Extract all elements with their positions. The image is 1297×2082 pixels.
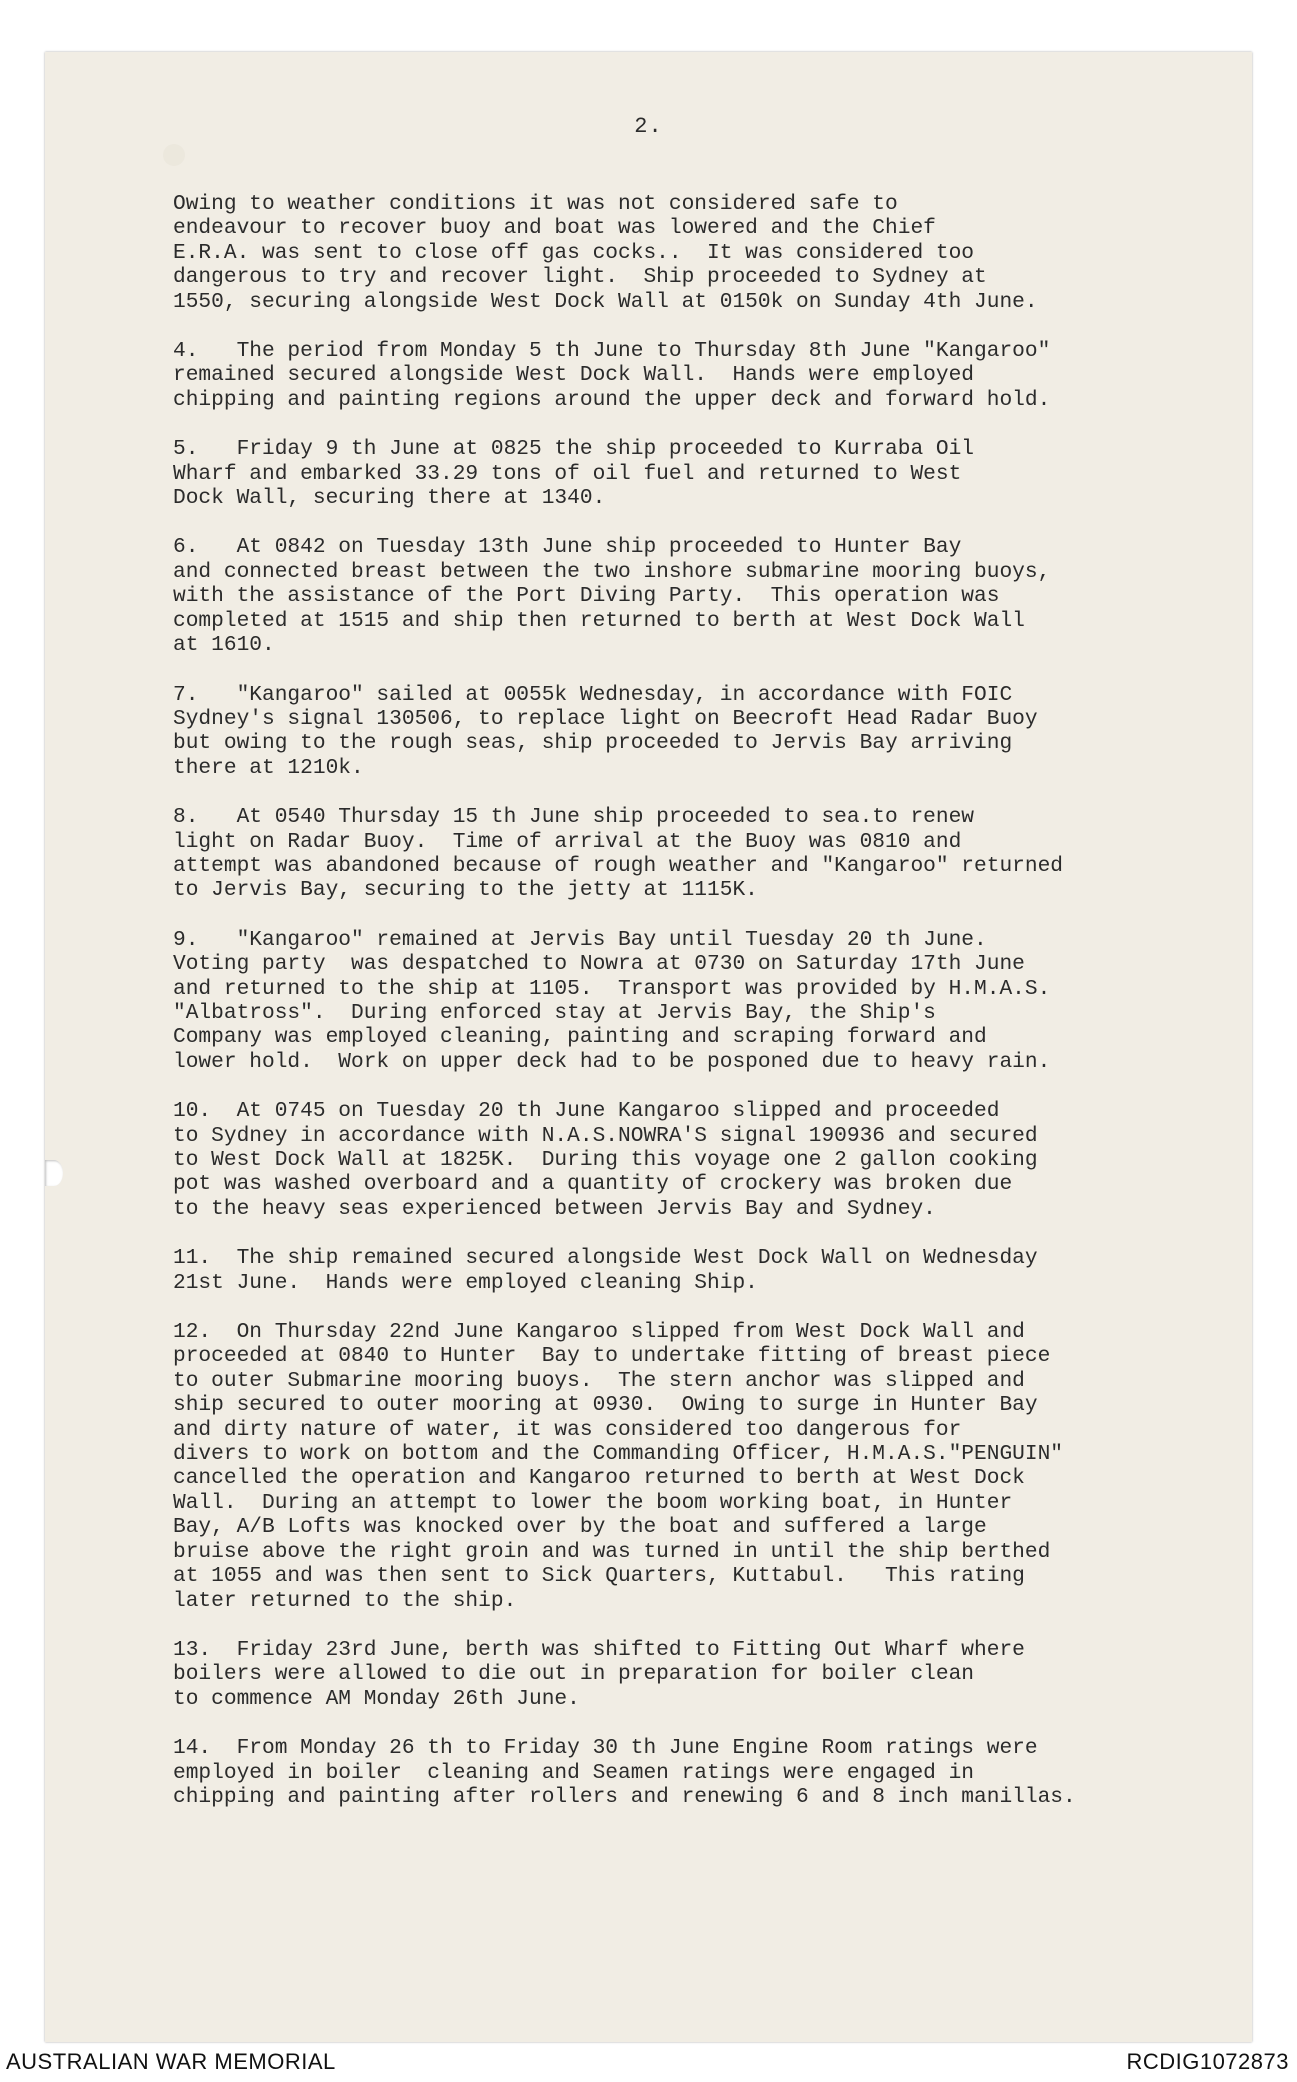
paragraph-11: 11. The ship remained secured alongside West Dock Wall on Wednesday 21st June. Hands were employed cleaning Ship.: [173, 1246, 1038, 1295]
paragraph-continuation: Owing to weather conditions it was not considered safe to endeavour to recover buoy and boat was lowered and the Chief E.R.A. was sent to close off gas cocks.. It was considered too dangerous to try and recover light. Ship proceeded to Sydney at 1550, securing alongside West Dock Wall at 0150k on Sunday 4th June.: [173, 192, 1038, 314]
document-page: [45, 52, 1252, 2042]
punch-hole: [45, 1160, 63, 1186]
paragraph-5: 5. Friday 9 th June at 0825 the ship proceeded to Kurraba Oil Wharf and embarked 33.29 tons of oil fuel and returned to West Dock Wall, securing there at 1340.: [173, 437, 975, 511]
page-number: 2.: [634, 114, 663, 139]
footer-record-id: RCDIG1072873: [1126, 2049, 1289, 2074]
paragraph-14: 14. From Monday 26 th to Friday 30 th June Engine Room ratings were employed in boiler cleaning and Seamen ratings were engaged in chipping and painting after rollers and renewing 6 and 8 inch manillas.: [173, 1736, 1076, 1809]
footer-credit: AUSTRALIAN WAR MEMORIAL: [6, 2049, 336, 2074]
paragraph-13: 13. Friday 23rd June, berth was shifted to Fitting Out Wharf where boilers were allowed to die out in preparation for boiler clean to commence AM Monday 26th June.: [173, 1637, 1025, 1711]
paragraph-10: 10. At 0745 on Tuesday 20 th June Kangaroo slipped and proceeded to Sydney in accordance with N.A.S.NOWRA'S signal 190936 and secured to West Dock Wall at 1825K. During this voyage one 2 gallon cooking pot was washed overboard and a quantity of crockery was broken due to the heavy seas experienced between Jervis Bay and Sydney.: [173, 1099, 1038, 1221]
paragraph-9: 9. "Kangaroo" remained at Jervis Bay until Tuesday 20 th June. Voting party was despatched to Nowra at 0730 on Saturday 17th June and returned to the ship at 1105. Transport was provided by H.M.A.S. "Albatross". During enforced stay at Jervis Bay, the Ship's Company was employed cleaning, painting and scraping forward and lower hold. Work on upper deck had to be posponed due to heavy rain.: [173, 927, 1051, 1074]
paper-stain: [163, 144, 185, 166]
document-body: [173, 192, 1233, 1834]
paragraph-4: 4. The period from Monday 5 th June to Thursday 8th June "Kangaroo" remained secured alongside West Dock Wall. Hands were employed chipping and painting regions around the upper deck and forward hold.: [173, 339, 1051, 412]
paragraph-6: 6. At 0842 on Tuesday 13th June ship proceeded to Hunter Bay and connected breast between the two inshore submarine mooring buoys, with the assistance of the Port Diving Party. This operation was completed at 1515 and ship then returned to berth at West Dock Wall at 1610.: [173, 535, 1051, 658]
paragraph-12: 12. On Thursday 22nd June Kangaroo slipped from West Dock Wall and proceeded at 0840 to Hunter Bay to undertake fitting of breast piece to outer Submarine mooring buoys. The stern anchor was slipped and ship secured to outer mooring at 0930. Owing to surge in Hunter Bay and dirty nature of water, it was considered too dangerous for divers to work on bottom and the Commanding Officer, H.M.A.S."PENGUIN" cancelled the operation and Kangaroo returned to berth at West Dock Wall. During an attempt to lower the boom working boat, in Hunter Bay, A/B Lofts was knocked over by the boat and suffered a large bruise above the right groin and was turned in until the ship berthed at 1055 and was then sent to Sick Quarters, Kuttabul. This rating later returned to the ship.: [173, 1320, 1064, 1613]
paragraph-8: 8. At 0540 Thursday 15 th June ship proceeded to sea.to renew light on Radar Buoy. Time of arrival at the Buoy was 0810 and attempt was abandoned because of rough weather and "Kangaroo" returned to Jervis Bay, securing to the jetty at 1115K.: [173, 805, 1064, 903]
paragraph-7: 7. "Kangaroo" sailed at 0055k Wednesday, in accordance with FOIC Sydney's signal 130506, to replace light on Beecroft Head Radar Buoy but owing to the rough seas, ship proceeded to Jervis Bay arriving there at 1210k.: [173, 682, 1038, 780]
